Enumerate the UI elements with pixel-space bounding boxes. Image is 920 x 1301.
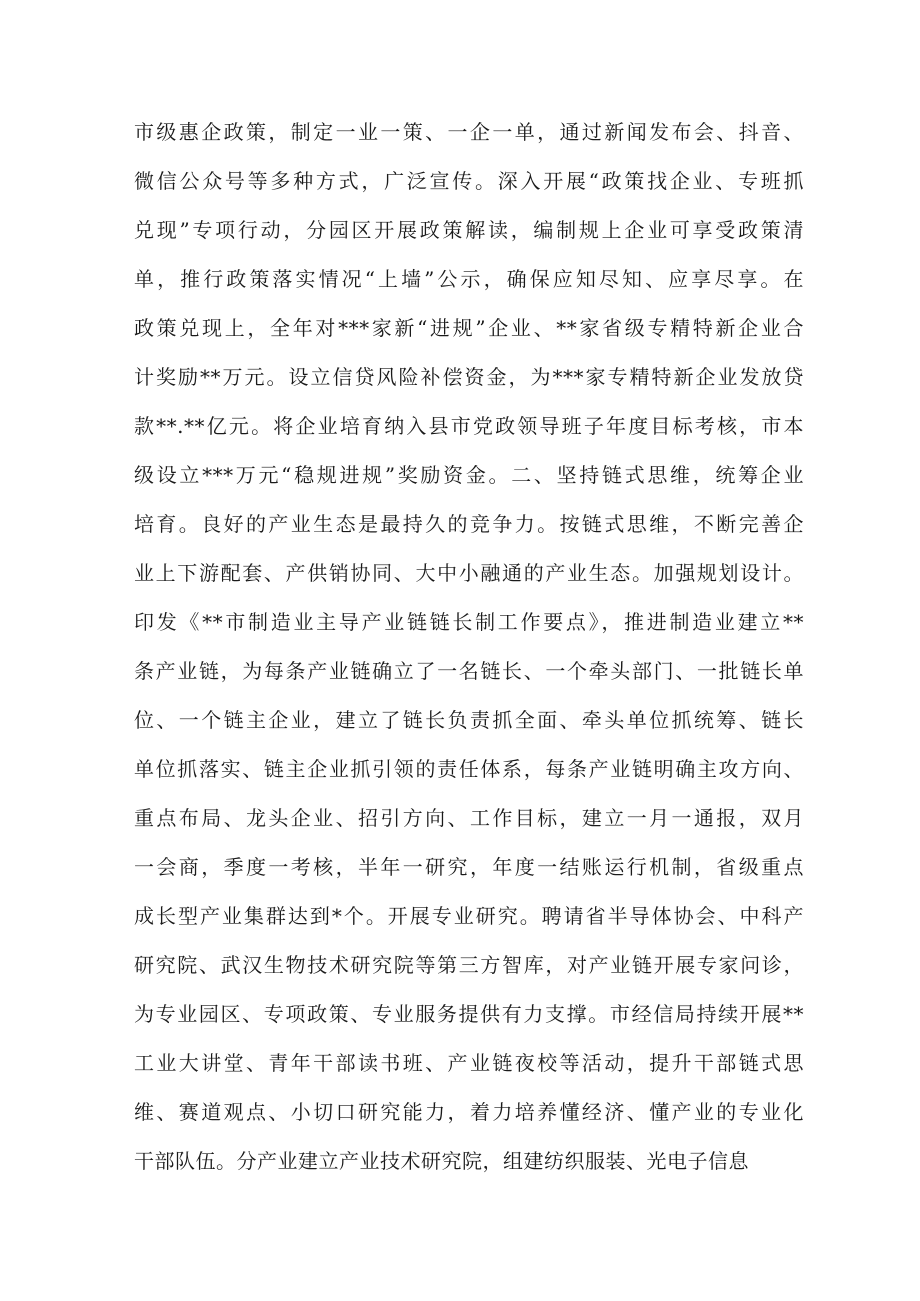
- text-line: 级设立***万元“稳规进规”奖励资金。二、坚持链式思维，统筹企业: [134, 463, 804, 487]
- text-line: 政策兑现上，全年对***家新“进规”企业、**家省级专精特新企业合: [134, 316, 804, 340]
- text-line: 培育。良好的产业生态是最持久的竞争力。按链式思维，不断完善企: [134, 512, 804, 536]
- text-line: 为专业园区、专项政策、专业服务提供有力支撑。市经信局持续开展**: [134, 1002, 804, 1026]
- text-line: 单位抓落实、链主企业抓引领的责任体系，每条产业链明确主攻方向、: [134, 757, 804, 781]
- text-line: 重点布局、龙头企业、招引方向、工作目标，建立一月一通报，双月: [134, 806, 804, 830]
- text-line: 业上下游配套、产供销协同、大中小融通的产业生态。加强规划设计。: [134, 561, 804, 585]
- text-line: 兑现”专项行动，分园区开展政策解读，编制规上企业可享受政策清: [134, 218, 804, 242]
- body-paragraph: [134, 108, 804, 1186]
- text-line: 干部队伍。分产业建立产业技术研究院，组建纺织服装、光电子信息: [134, 1149, 749, 1173]
- text-line: 研究院、武汉生物技术研究院等第三方智库，对产业链开展专家问诊，: [134, 953, 804, 977]
- text-line: 一会商，季度一考核，半年一研究，年度一结账运行机制，省级重点: [134, 855, 804, 879]
- text-line: 印发《**市制造业主导产业链链长制工作要点》，推进制造业建立**: [134, 610, 804, 634]
- text-line: 市级惠企政策，制定一业一策、一企一单，通过新闻发布会、抖音、: [134, 120, 804, 144]
- text-line: 成长型产业集群达到*个。开展专业研究。聘请省半导体协会、中科产: [134, 904, 804, 928]
- text-line: 工业大讲堂、青年干部读书班、产业链夜校等活动，提升干部链式思: [134, 1051, 804, 1075]
- text-line: 微信公众号等多种方式，广泛宣传。深入开展“政策找企业、专班抓: [134, 169, 804, 193]
- text-line: 维、赛道观点、小切口研究能力，着力培养懂经济、懂产业的专业化: [134, 1100, 804, 1124]
- text-line: 单，推行政策落实情况“上墙”公示，确保应知尽知、应享尽享。在: [134, 267, 804, 291]
- text-line: 计奖励**万元。设立信贷风险补偿资金，为***家专精特新企业发放贷: [134, 365, 804, 389]
- text-line: 款**.**亿元。将企业培育纳入县市党政领导班子年度目标考核，市本: [134, 414, 804, 438]
- text-line: 条产业链，为每条产业链确立了一名链长、一个牵头部门、一批链长单: [134, 659, 804, 683]
- text-line: 位、一个链主企业，建立了链长负责抓全面、牵头单位抓统筹、链长: [134, 708, 804, 732]
